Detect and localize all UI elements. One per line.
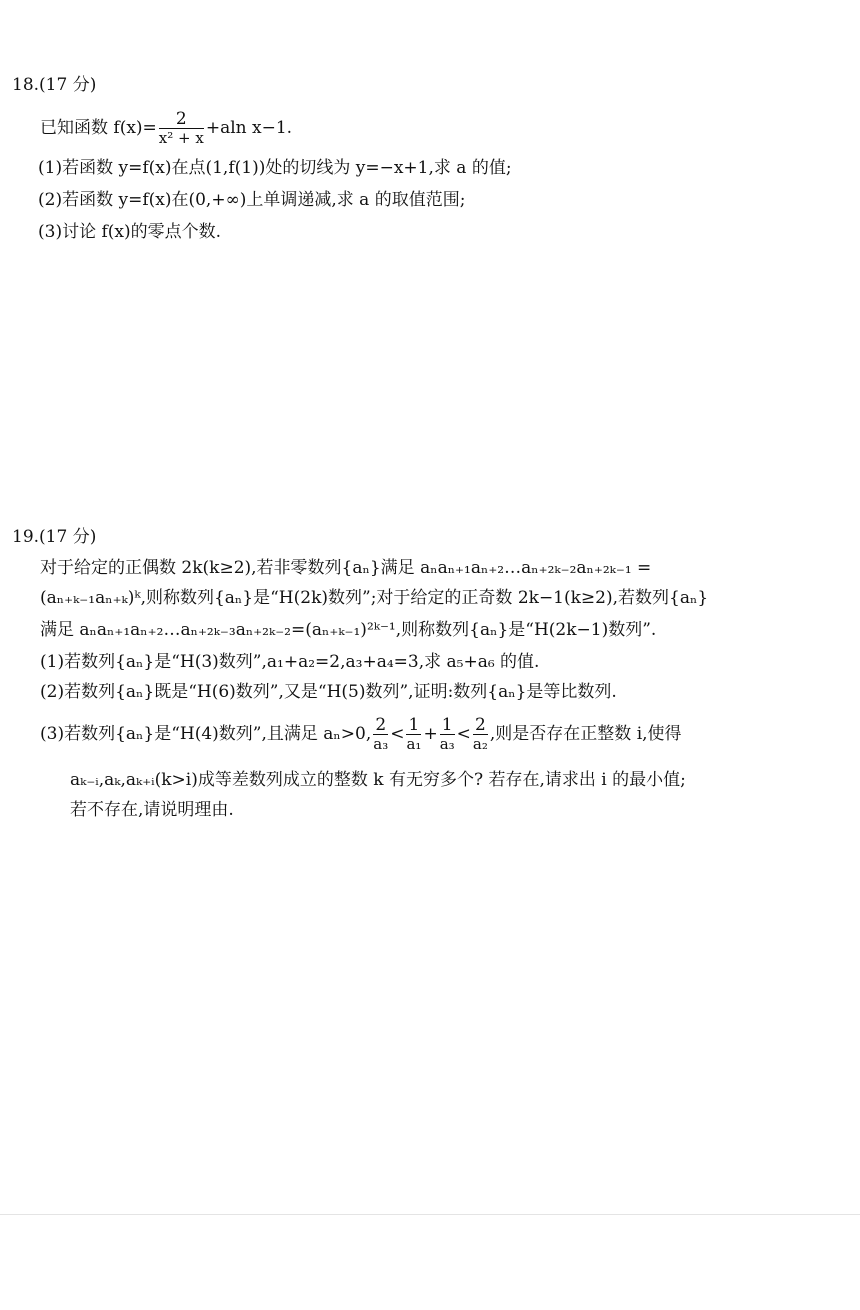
fraction-denominator: a₃	[373, 735, 389, 753]
problem-18-part-1: (1)若函数 y=f(x)在点(1,f(1))处的切线为 y=−x+1,求 a 的值;	[38, 158, 512, 178]
problem-19-part-3	[40, 716, 682, 753]
problem-19-intro-line-2: (aₙ₊ₖ₋₁aₙ₊ₖ)ᵏ,则称数列{aₙ}是“H(2k)数列”;对于给定的正奇数 2k−1(k≥2),若数列{aₙ}	[40, 588, 709, 608]
problem-18-heading: 18.(17 分)	[12, 75, 97, 95]
fraction-denominator: a₂	[472, 735, 488, 753]
problem-18-intro	[40, 110, 292, 147]
less-than: <	[456, 724, 471, 744]
fraction	[159, 110, 204, 147]
fraction-denominator: a₁	[406, 735, 422, 753]
function-rhs: +aln x−1.	[205, 118, 293, 138]
fraction-numerator: 1	[406, 716, 421, 735]
problem-18-part-3: (3)讨论 f(x)的零点个数.	[38, 222, 222, 242]
fraction-denominator: a₃	[439, 735, 455, 753]
part-3-text-continued: ,则是否存在正整数 i,使得	[489, 724, 682, 744]
part-3-text: (3)若数列{aₙ}是“H(4)数列”,且满足 aₙ>0,	[40, 724, 372, 744]
fraction	[373, 716, 388, 753]
fraction	[473, 716, 488, 753]
problem-19-part-2: (2)若数列{aₙ}既是“H(6)数列”,又是“H(5)数列”,证明:数列{aₙ}是等比数列.	[40, 682, 617, 702]
fraction	[440, 716, 455, 753]
problem-19-heading: 19.(17 分)	[12, 527, 97, 547]
problem-19-part-3-line-3: 若不存在,请说明理由.	[70, 800, 234, 820]
fraction	[406, 716, 421, 753]
less-than: <	[390, 724, 405, 744]
fraction-denominator: x² + x	[158, 129, 204, 147]
fraction-numerator: 2	[373, 716, 388, 735]
fraction-numerator: 1	[440, 716, 455, 735]
fraction-numerator: 2	[159, 110, 204, 129]
page-bottom-divider	[0, 1214, 860, 1215]
problem-19-intro-line-1: 对于给定的正偶数 2k(k≥2),若非零数列{aₙ}满足 aₙaₙ₊₁aₙ₊₂…aₙ₊₂ₖ₋₂aₙ₊₂ₖ₋₁ =	[40, 558, 652, 578]
function-lhs: f(x)=	[113, 118, 157, 138]
fraction-numerator: 2	[473, 716, 488, 735]
problem-19-part-3-line-2: aₖ₋ᵢ,aₖ,aₖ₊ᵢ(k>i)成等差数列成立的整数 k 有无穷多个? 若存在,请求出 i 的最小值;	[70, 770, 686, 790]
problem-19-intro-line-3: 满足 aₙaₙ₊₁aₙ₊₂…aₙ₊₂ₖ₋₃aₙ₊₂ₖ₋₂=(aₙ₊ₖ₋₁)²ᵏ⁻¹,则称数列{aₙ}是“H(2k−1)数列”.	[40, 620, 657, 640]
problem-19-part-1: (1)若数列{aₙ}是“H(3)数列”,a₁+a₂=2,a₃+a₄=3,求 a₅+a₆ 的值.	[40, 652, 540, 672]
problem-18-part-2: (2)若函数 y=f(x)在(0,+∞)上单调递减,求 a 的取值范围;	[38, 190, 466, 210]
intro-text: 已知函数	[40, 118, 114, 138]
plus-sign: +	[423, 724, 438, 744]
